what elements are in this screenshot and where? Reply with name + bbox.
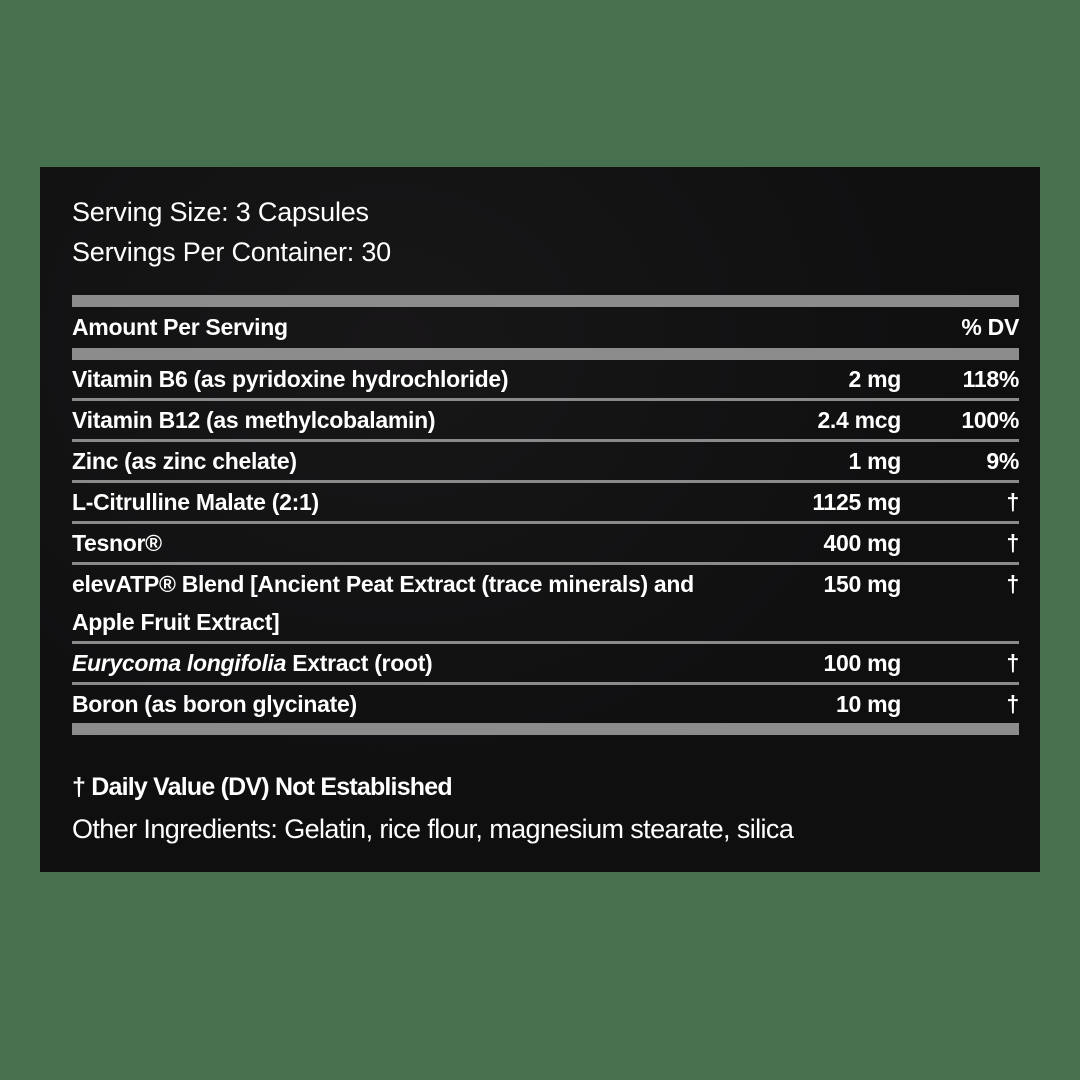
- ingredient-amount: 400 mg: [823, 530, 901, 556]
- divider-bar-under-header: [72, 348, 1019, 360]
- serving-size-text: Serving Size: 3 Capsules: [72, 197, 369, 227]
- divider-bar-top: [72, 295, 1019, 307]
- ingredient-name: Boron (as boron glycinate): [72, 691, 357, 717]
- ingredient-name: Eurycoma longifolia Extract (root): [72, 650, 433, 676]
- divider-bar-bottom: [72, 723, 1019, 735]
- serving-info: [72, 192, 1019, 272]
- table-row: [72, 360, 1019, 401]
- table-row: [72, 442, 1019, 483]
- ingredient-rows: [72, 360, 1019, 723]
- supplement-facts-panel: [40, 167, 1040, 872]
- ingredient-daily-value: †: [1006, 691, 1019, 717]
- ingredient-name: elevATP® Blend [Ancient Peat Extract (trace minerals) and Apple Fruit Extract]: [72, 571, 694, 635]
- ingredient-daily-value: †: [1006, 530, 1019, 556]
- ingredient-amount: 2.4 mcg: [817, 407, 901, 433]
- ingredient-daily-value: 9%: [986, 448, 1019, 474]
- table-row: [72, 524, 1019, 565]
- ingredient-daily-value: 118%: [962, 366, 1019, 392]
- ingredient-amount: 100 mg: [823, 650, 901, 676]
- table-row: [72, 685, 1019, 723]
- ingredient-amount: 150 mg: [823, 571, 901, 597]
- ingredient-amount: 1125 mg: [812, 489, 901, 515]
- ingredient-daily-value: †: [1006, 489, 1019, 515]
- ingredient-daily-value: †: [1006, 571, 1019, 597]
- ingredient-amount: 10 mg: [836, 691, 901, 717]
- percent-dv-header: % DV: [961, 314, 1019, 340]
- amount-per-serving-header: Amount Per Serving: [72, 314, 288, 340]
- ingredient-name: L-Citrulline Malate (2:1): [72, 489, 319, 515]
- table-row: [72, 565, 1019, 644]
- ingredient-amount: 1 mg: [848, 448, 901, 474]
- servings-per-container-text: Servings Per Container: 30: [72, 237, 391, 267]
- ingredient-name: Tesnor®: [72, 530, 162, 556]
- ingredient-name: Zinc (as zinc chelate): [72, 448, 297, 474]
- ingredient-amount: 2 mg: [848, 366, 901, 392]
- table-row: [72, 401, 1019, 442]
- ingredient-name: Vitamin B12 (as methylcobalamin): [72, 407, 436, 433]
- ingredient-daily-value: 100%: [961, 407, 1019, 433]
- table-row: [72, 644, 1019, 685]
- table-header-row: [72, 307, 1019, 348]
- other-ingredients-text: Other Ingredients: Gelatin, rice flour, magnesium stearate, silica: [72, 814, 794, 844]
- table-row: [72, 483, 1019, 524]
- ingredient-name: Vitamin B6 (as pyridoxine hydrochloride): [72, 366, 509, 392]
- daily-value-note: † Daily Value (DV) Not Established: [72, 773, 452, 801]
- ingredient-daily-value: †: [1006, 650, 1019, 676]
- panel-content: [72, 167, 1019, 849]
